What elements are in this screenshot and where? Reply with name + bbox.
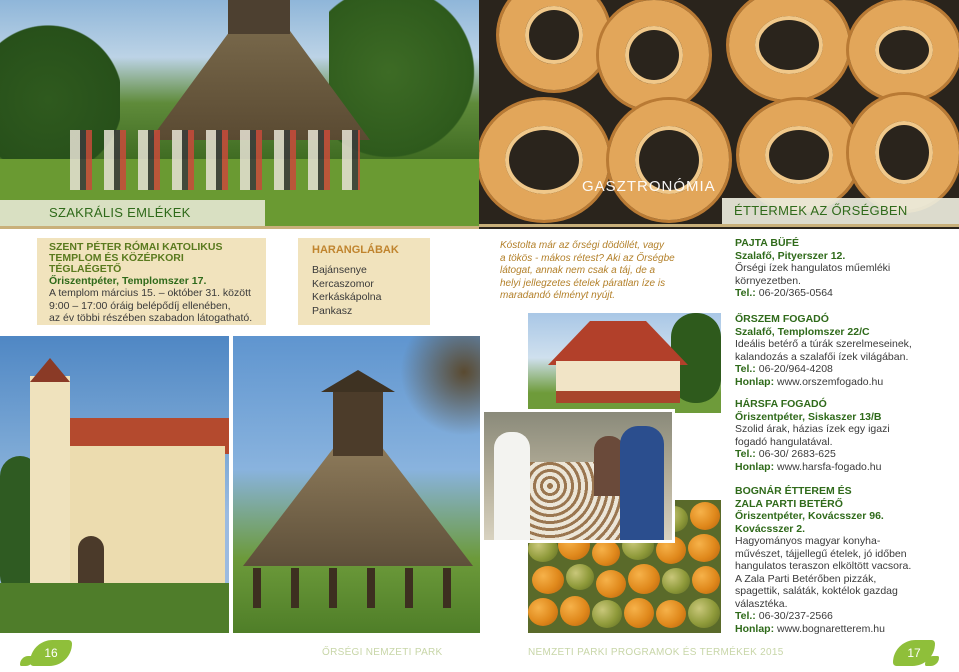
section-title-sacred: SZAKRÁLIS EMLÉKEK [49,205,191,220]
phone-number: 06-30/237-2566 [755,610,833,622]
belfry-location: Bajánsenye [312,264,367,276]
restaurant-address: Szalafő, Pityerszer 12. [735,249,846,262]
divider-line-left [0,226,479,229]
section-header-sacred [0,200,265,226]
restaurant-description: A Zala Parti Betérőben pizzák, [735,572,877,585]
restaurant-description: spagettik, saláták, koktélok gazdag [735,585,898,597]
page-number-left [30,640,72,666]
section-header-restaurants [722,198,959,224]
footer-left: ŐRSÉGI NEMZETI PARK [322,647,443,658]
church-title: SZENT PÉTER RÓMAI KATOLIKUS [49,241,223,253]
restaurant-bognar [735,485,950,635]
restaurant-name: PAJTA BÜFÉ [735,237,799,249]
restaurant-phone [735,287,950,300]
church-info-box [37,238,266,325]
restaurant-description: választéka. [735,597,788,610]
restaurant-description: kalandozás a szalafői ízek világában. [735,350,909,363]
restaurant-website [735,461,950,474]
page-number-text: 16 [44,646,58,660]
restaurant-address: Őriszentpéter, Kovácsszer 96. [735,510,884,522]
belfries-info-box [298,238,430,325]
intro-line: látogat, annak nem csak a táj, de a [500,265,656,276]
restaurant-website [735,623,950,636]
intro-line: Kóstolta már az őrségi dödöllét, vagy [500,240,664,251]
website-label: Honlap: [735,460,775,473]
restaurant-description: hangulatos teraszon elköltött vacsora. [735,560,912,572]
church-title: TEMPLOM ÉS KÖZÉPKORI TÉGLAÉGETŐ [49,252,184,275]
restaurant-name: HÁRSFA FOGADÓ [735,398,827,410]
restaurant-description: művészet, tájjellegű ételek, jó időben [735,547,907,560]
restaurant-description: fogadó hangulatával. [735,435,833,448]
website-label: Honlap: [735,622,775,635]
phone-label: Tel.: [735,363,756,375]
phone-number: 06-20/964-4208 [755,363,833,375]
photo-thatched-belfry-cyclists [0,0,479,229]
phone-label: Tel.: [735,448,756,460]
restaurant-phone [735,448,950,461]
photo-belfry [233,336,480,633]
church-hours: A templom március 15. – október 31. között [49,287,251,299]
website-link[interactable]: www.harsfa-fogado.hu [774,460,882,473]
intro-line: helyi jellegzetes ételek páratlan íze is [500,277,666,289]
photo-pastry-rings [479,0,959,229]
photo-church [0,336,229,633]
phone-number: 06-20/365-0564 [755,287,833,299]
restaurant-address: Szalafő, Templomszer 22/C [735,325,870,338]
restaurant-address: Őriszentpéter, Siskaszer 13/B [735,410,882,423]
restaurant-description: Ideális betérő a túrák szerelmeseinek, [735,338,912,350]
phone-number: 06-30/ 2683-625 [755,448,836,460]
restaurant-name: ZALA PARTI BETÉRŐ [735,497,843,510]
restaurant-name: BOGNÁR ÉTTEREM ÉS [735,485,852,497]
belfries-title: HARANGLÁBAK [312,244,399,256]
church-hours: 9:00 – 17:00 óráig belépődíj ellenében, [49,299,231,312]
phone-label: Tel.: [735,610,756,622]
footer-right: NEMZETI PARKI PROGRAMOK ÉS TERMÉKEK 2015 [528,647,784,658]
church-address: Őriszentpéter, Templomszer 17. [49,275,207,287]
restaurant-website [735,376,950,389]
belfry-location: Kercaszomor [312,277,374,290]
belfry-location: Kerkáskápolna [312,291,382,303]
photo-inn-building [528,313,721,413]
belfry-location: Pankasz [312,304,353,317]
website-link[interactable]: www.orszemfogado.hu [774,375,884,388]
restaurant-description: Őrségi ízek hangulatos műemléki [735,262,891,274]
intro-line: a tökös - mákos rétest? Aki az Őrségbe [500,252,675,264]
restaurant-name: ŐRSZEM FOGADÓ [735,313,829,325]
phone-label: Tel.: [735,287,756,299]
section-title-restaurants: ÉTTERMEK AZ ŐRSÉGBEN [734,203,908,218]
restaurant-phone [735,610,950,623]
restaurant-pajta [735,237,950,300]
website-link[interactable]: www.bognaretterem.hu [774,622,885,635]
photo-caption-gastronomy: GASZTRONÓMIA [582,178,716,195]
restaurant-description: Hagyományos magyar konyha- [735,535,881,547]
restaurant-description: környezetben. [735,274,801,287]
photo-women-cooking [481,409,675,543]
leaf-icon [925,656,939,666]
restaurant-address: Kovácsszer 2. [735,522,806,535]
intro-line: maradandó élményt nyújt. [500,290,616,301]
church-hours: az év többi részében szabadon látogatható. [49,312,253,324]
restaurant-orszem [735,313,950,388]
gastronomy-intro [500,240,720,303]
restaurant-phone [735,363,950,376]
restaurant-description: Szolid árak, házias ízek egy igazi [735,423,890,435]
restaurant-harsfa [735,398,950,473]
divider-line-right [479,224,959,227]
page-number-text: 17 [907,646,921,660]
website-label: Honlap: [735,375,775,388]
